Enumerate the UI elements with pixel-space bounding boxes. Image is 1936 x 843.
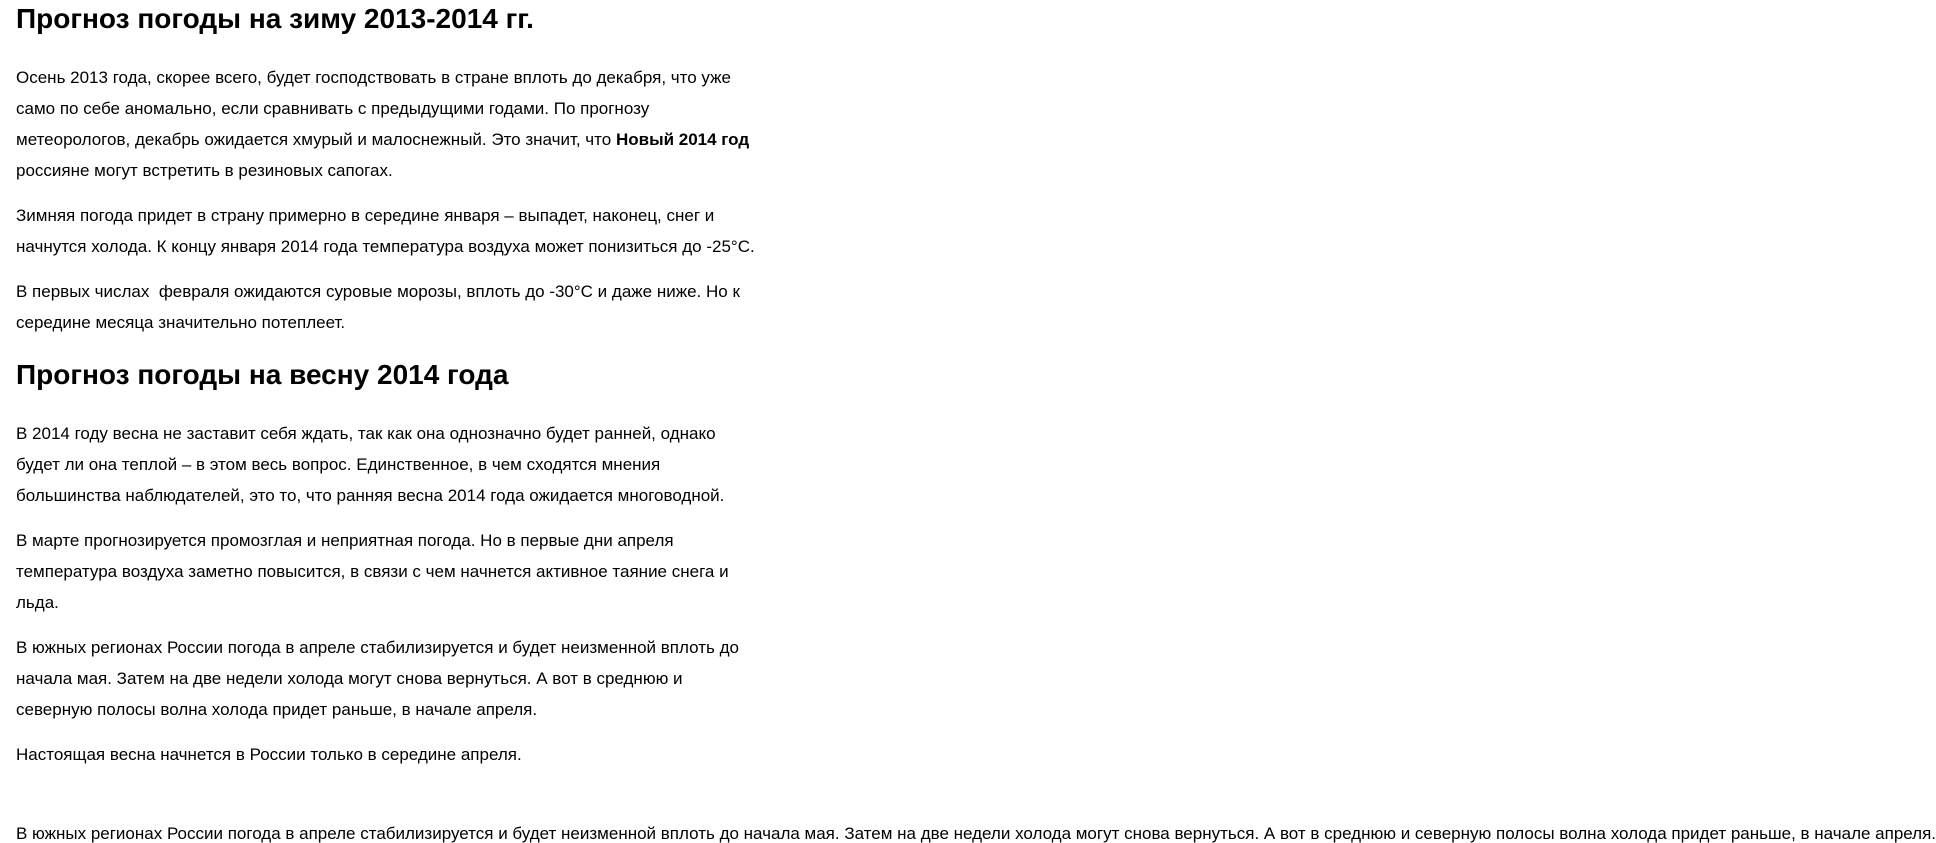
cropped-next-line-text: В южных регионах России погода в апреле стабилизируется и будет неизменной вплоть до начала мая. Затем на две недели холода могут снова вернуться. А вот в среднюю и северную полосы волна холода придет раньше, в начале апреля. — [16, 824, 1936, 843]
paragraph-january-forecast: Зимняя погода придет в страну примерно в середине января – выпадет, наконец, снег и начнутся холода. К концу января 2014 года температура воздуха может понизиться до -25°С. — [16, 206, 755, 256]
paragraph-real-spring: Настоящая весна начнется в России только в середине апреля. — [16, 745, 522, 764]
paragraph-february-forecast: В первых числах февраля ожидаются суровые морозы, вплоть до -30°С и даже ниже. Но к середине месяца значительно потеплеет. — [16, 282, 745, 332]
bold-new-year-text: Новый 2014 год — [615, 130, 750, 149]
spring-forecast-section — [16, 356, 758, 770]
winter-forecast-heading: Прогноз погоды на зиму 2013-2014 гг. — [16, 3, 534, 34]
cropped-next-line — [16, 824, 1936, 843]
paragraph-text: россияне могут встретить в резиновых сапогах. — [16, 130, 754, 180]
paragraph-autumn-december — [16, 62, 758, 186]
paragraph-regions-forecast: В южных регионах России погода в апреле стабилизируется и будет неизменной вплоть до начала мая. Затем на две недели холода могут снова вернуться. А вот в среднюю и северную полосы волна холода придет раньше, в начале апреля. — [16, 638, 744, 719]
article-body — [0, 0, 768, 770]
winter-forecast-section — [16, 0, 758, 338]
paragraph-spring-overview: В 2014 году весна не заставит себя ждать, так как она однозначно будет ранней, однако будет ли она теплой – в этом весь вопрос. Единственное, в чем сходятся мнения большинства наблюдателей, это то, что ранняя весна 2014 года ожидается многоводной. — [16, 424, 725, 505]
spring-forecast-heading: Прогноз погоды на весну 2014 года — [16, 359, 509, 390]
paragraph-text: Осень 2013 года, скорее всего, будет господствовать в стране вплоть до декабря, что уже само по себе аномально, если сравнивать с предыдущими годами. По прогнозу метеорологов, декабрь ожидается хмурый и малоснежный. Это значит, что — [16, 68, 736, 149]
paragraph-march-april-forecast: В марте прогнозируется промозглая и неприятная погода. Но в первые дни апреля температура воздуха заметно повысится, в связи с чем начнется активное таяние снега и льда. — [16, 531, 734, 612]
